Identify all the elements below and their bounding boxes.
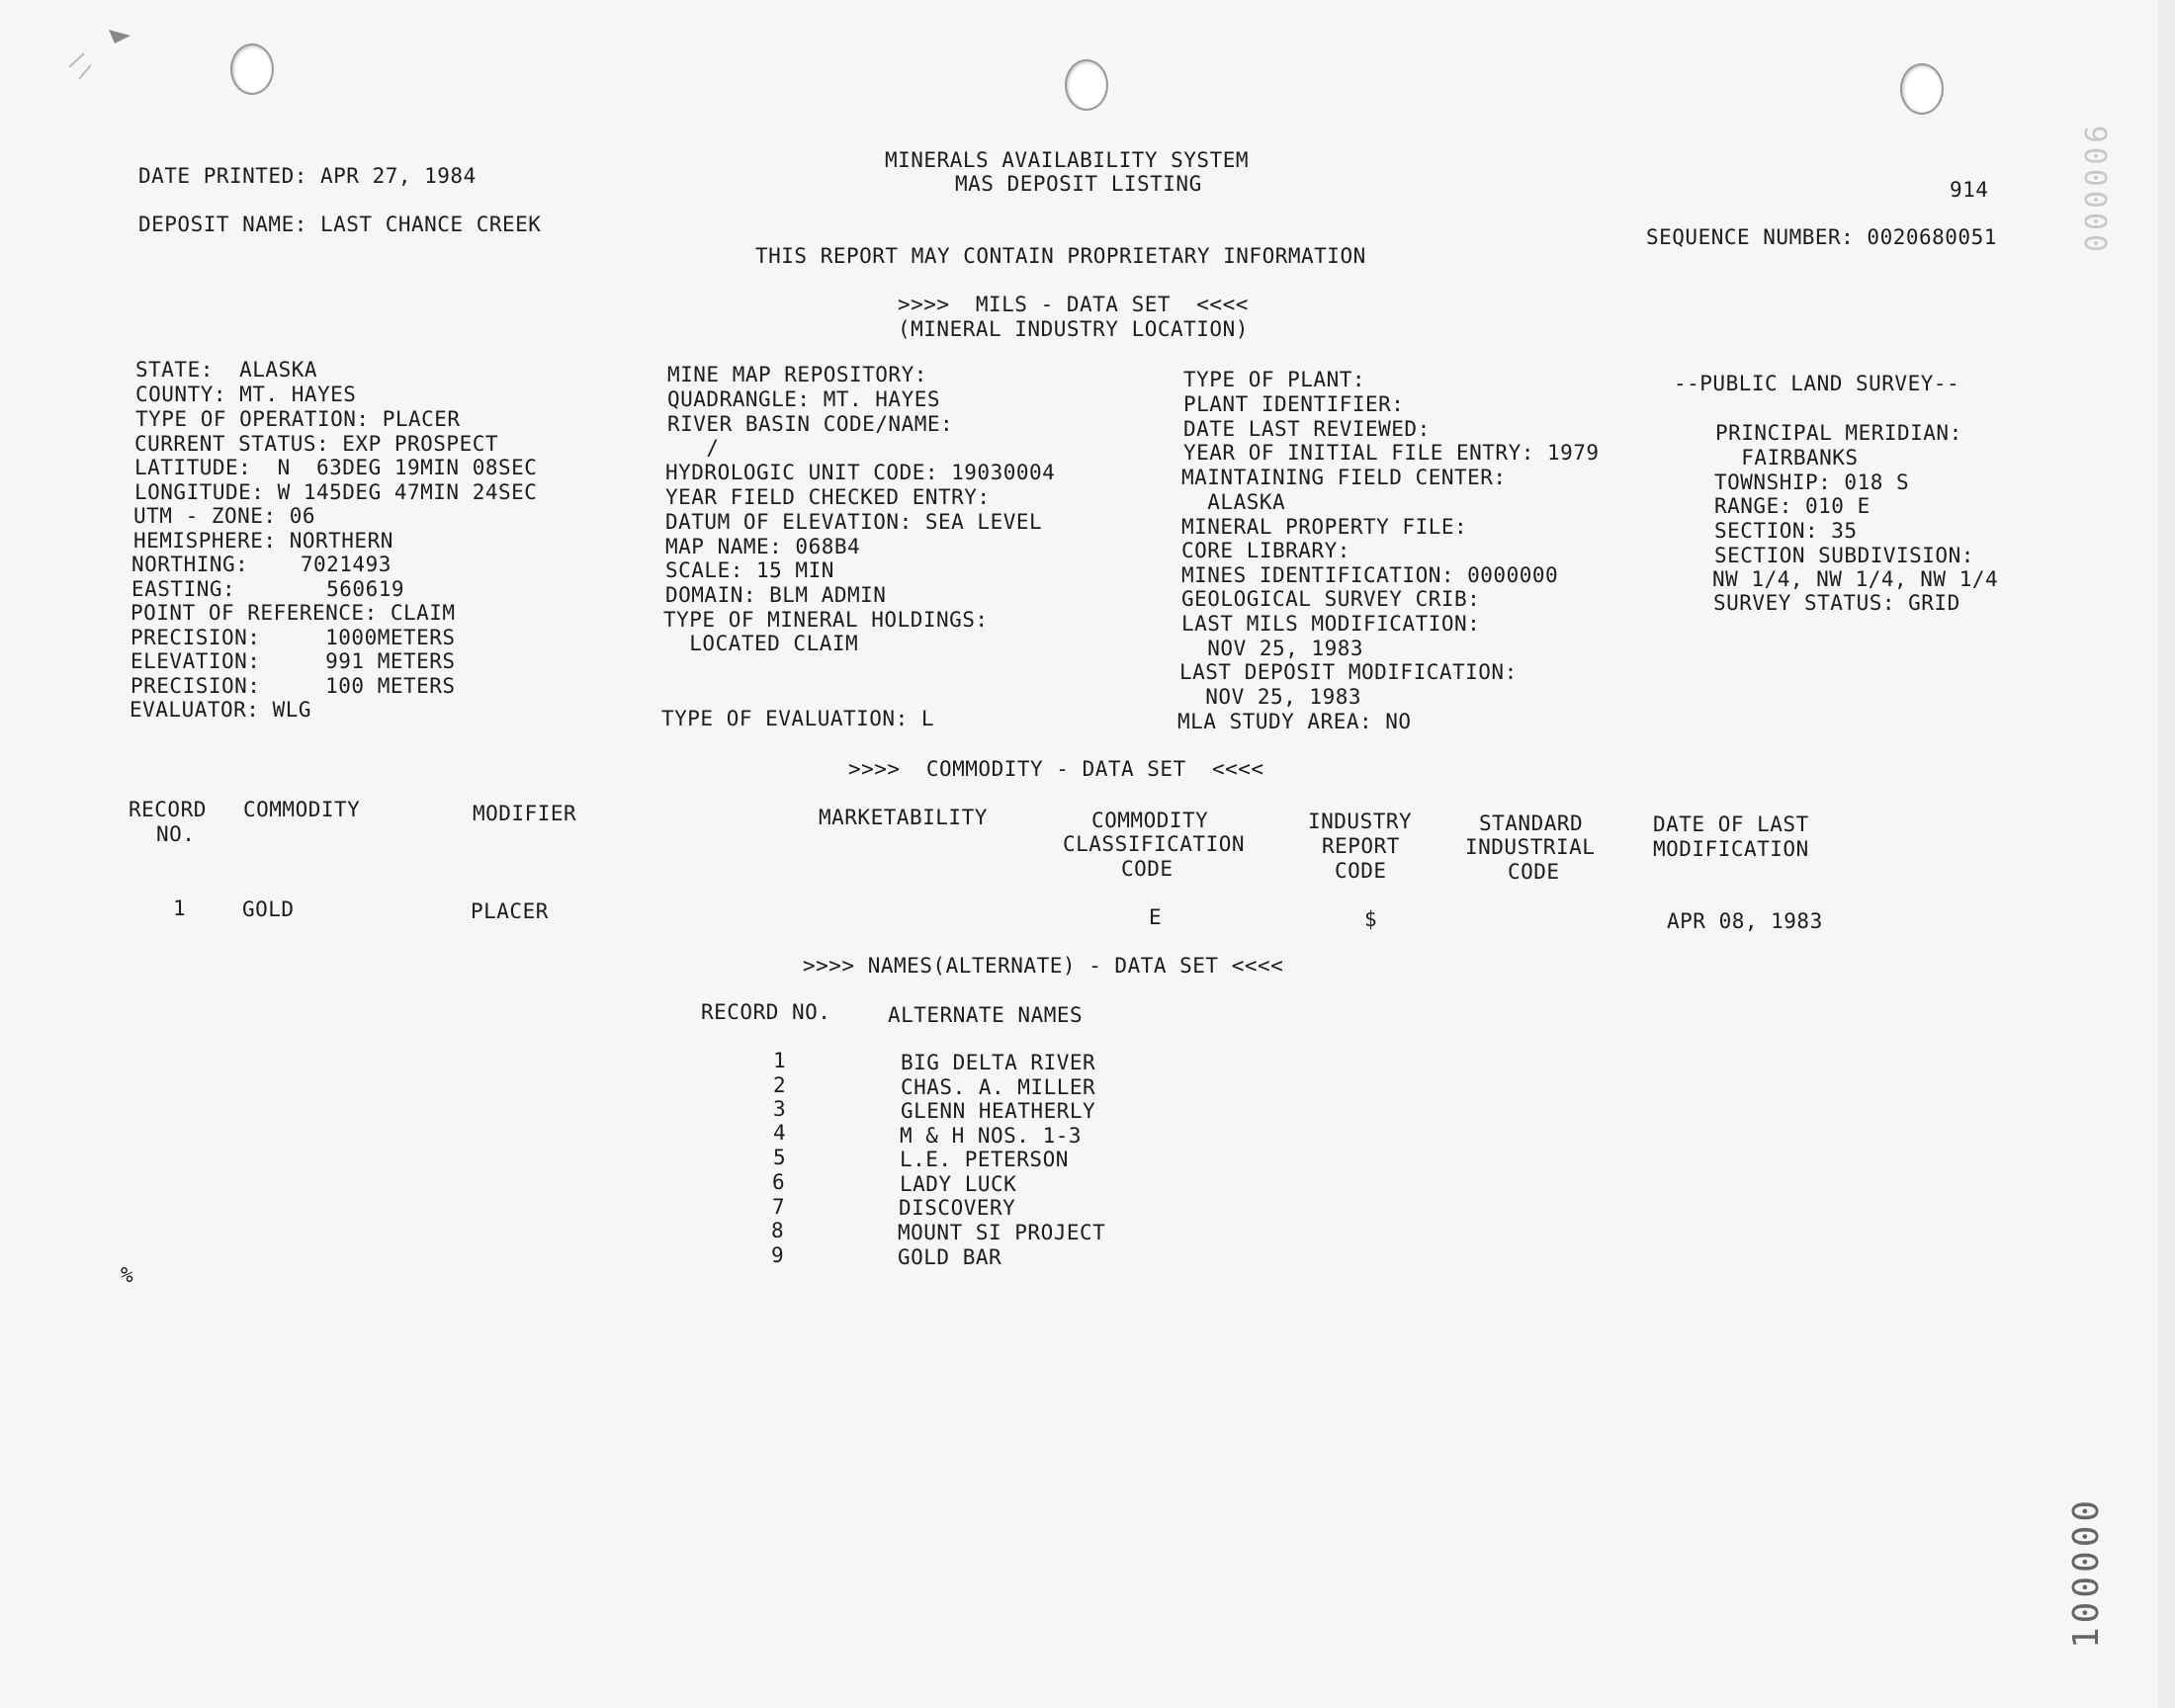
mils-subheading: (MINERAL INDUSTRY LOCATION) [898,317,1249,341]
field-line: NOV 25, 1983 [1181,637,1364,660]
commodity-heading: >>>> COMMODITY - DATA SET <<<< [848,757,1264,781]
field-line: SCALE: 15 MIN [665,558,834,582]
col-header-no: NO. [156,822,196,846]
cell-industry-code: $ [1364,907,1378,931]
col-header-standard-1: STANDARD [1479,811,1584,835]
list-item-name: GLENN HEATHERLY [901,1099,1096,1123]
list-item-name: BIG DELTA RIVER [901,1051,1096,1074]
field-line: YEAR OF INITIAL FILE ENTRY: 1979 [1183,441,1600,465]
field-line: PRECISION: 1000METERS [130,626,456,649]
field-line: ALASKA [1181,490,1286,514]
field-line: HYDROLOGIC UNIT CODE: 19030004 [665,461,1056,484]
field-line: RIVER BASIN CODE/NAME: [667,412,954,436]
names-heading: >>>> NAMES(ALTERNATE) - DATA SET <<<< [803,954,1284,978]
field-line: TOWNSHIP: 018 S [1714,470,1910,494]
list-item-no: 9 [771,1243,785,1267]
field-line: YEAR FIELD CHECKED ENTRY: [665,485,991,509]
public-land-survey-title: --PUBLIC LAND SURVEY-- [1674,372,1960,395]
col-header-record: RECORD [129,798,207,821]
field-line: LOCATED CLAIM [663,632,859,655]
list-item-name: L.E. PETERSON [900,1148,1069,1171]
punch-hole-center [1065,59,1108,111]
list-item-no: 5 [773,1146,787,1169]
col-header-industry-1: INDUSTRY [1308,810,1413,833]
field-line: DATE LAST REVIEWED: [1183,417,1431,441]
mils-heading: >>>> MILS - DATA SET <<<< [898,293,1249,316]
col-header-commodity: COMMODITY [243,798,361,821]
deposit-name: DEPOSIT NAME: LAST CHANCE CREEK [138,213,542,236]
list-item-no: 8 [771,1219,785,1242]
list-item-no: 7 [772,1195,786,1219]
cell-date: APR 08, 1983 [1667,909,1823,933]
field-line: TYPE OF OPERATION: PLACER [135,407,461,431]
percent-mark: % [121,1263,134,1287]
field-line: EVALUATOR: WLG [130,698,312,722]
cell-modifier: PLACER [471,899,549,923]
field-line: MINE MAP REPOSITORY: [667,363,927,386]
field-line: MAP NAME: 068B4 [665,535,861,558]
field-line: PRINCIPAL MERIDIAN: [1715,421,1962,445]
col-header-alternate-names: ALTERNATE NAMES [888,1003,1084,1027]
field-line: FAIRBANKS [1715,446,1859,470]
field-line: / [667,436,720,460]
field-line: NW 1/4, NW 1/4, NW 1/4 [1712,567,1999,591]
col-header-marketability: MARKETABILITY [819,806,988,829]
field-line: QUADRANGLE: MT. HAYES [667,387,941,411]
punch-hole-right [1900,63,1944,115]
col-header-class-3: CODE [1121,857,1174,881]
field-line: MINERAL PROPERTY FILE: [1181,515,1468,539]
punch-hole-left [230,43,274,95]
field-line: MINES IDENTIFICATION: 0000000 [1181,563,1559,587]
col-header-modifier: MODIFIER [473,802,577,825]
list-item-no: 1 [773,1049,787,1072]
list-item-name: DISCOVERY [899,1196,1016,1220]
proprietary-notice: THIS REPORT MAY CONTAIN PROPRIETARY INFORMATION [755,244,1366,268]
corner-mark-icon [40,18,138,97]
field-line: DATUM OF ELEVATION: SEA LEVEL [665,510,1043,534]
field-line: UTM - ZONE: 06 [133,504,316,528]
cell-commodity: GOLD [242,897,295,921]
field-line: TYPE OF PLANT: [1183,368,1366,391]
type-of-evaluation: TYPE OF EVALUATION: L [661,707,935,730]
col-header-industry-2: REPORT [1322,834,1400,858]
edge-stamp: 100000 [2066,1495,2107,1649]
field-line: DOMAIN: BLM ADMIN [665,583,887,607]
system-title: MINERALS AVAILABILITY SYSTEM [885,148,1250,172]
col-header-industry-3: CODE [1335,859,1387,883]
field-line: PRECISION: 100 METERS [130,674,456,698]
col-header-standard-2: INDUSTRIAL [1465,835,1596,859]
page-number: 914 [1950,178,1989,202]
col-header-date-1: DATE OF LAST [1653,812,1809,836]
field-line: EASTING: 560619 [131,577,405,601]
list-item-no: 6 [772,1170,786,1194]
field-line: LONGITUDE: W 145DEG 47MIN 24SEC [134,480,538,504]
list-item-name: M & H NOS. 1-3 [900,1124,1083,1148]
field-line: TYPE OF MINERAL HOLDINGS: [663,608,989,632]
list-item-name: CHAS. A. MILLER [901,1075,1096,1099]
field-line: CORE LIBRARY: [1181,539,1350,562]
field-line: MLA STUDY AREA: NO [1177,710,1412,733]
field-line: NOV 25, 1983 [1179,685,1362,709]
cell-record: 1 [173,897,187,920]
listing-title: MAS DEPOSIT LISTING [955,172,1202,196]
col-header-class-2: CLASSIFICATION [1063,832,1246,856]
col-header-standard-3: CODE [1508,860,1560,884]
field-line: ELEVATION: 991 METERS [130,649,456,673]
field-line: HEMISPHERE: NORTHERN [133,529,393,553]
field-line: SECTION: 35 [1714,519,1858,543]
date-printed: DATE PRINTED: APR 27, 1984 [138,164,477,188]
field-line: POINT OF REFERENCE: CLAIM [130,601,456,625]
field-line: COUNTY: MT. HAYES [135,383,357,406]
list-item-name: LADY LUCK [900,1172,1017,1196]
sequence-number: SEQUENCE NUMBER: 0020680051 [1646,225,1997,249]
field-line: LATITUDE: N 63DEG 19MIN 08SEC [134,456,538,479]
col-header-date-2: MODIFICATION [1653,837,1809,861]
list-item-no: 3 [773,1097,787,1121]
field-line: MAINTAINING FIELD CENTER: [1181,466,1507,489]
field-line: NORTHING: 7021493 [131,553,392,576]
list-item-name: MOUNT SI PROJECT [898,1221,1106,1244]
col-header-record-no: RECORD NO. [701,1000,831,1024]
field-line: SURVEY STATUS: GRID [1713,591,1960,615]
page-edge [2158,0,2175,1708]
field-line: RANGE: 010 E [1714,494,1870,518]
field-line: LAST DEPOSIT MODIFICATION: [1179,660,1518,684]
field-line: STATE: ALASKA [135,358,318,382]
list-item-no: 2 [773,1073,787,1097]
field-line: LAST MILS MODIFICATION: [1181,612,1481,636]
cell-class-code: E [1149,905,1163,929]
field-line: CURRENT STATUS: EXP PROSPECT [134,432,499,456]
field-line: PLANT IDENTIFIER: [1183,392,1405,416]
edge-stamp-top: 000006 [2080,121,2115,252]
list-item-name: GOLD BAR [898,1245,1002,1269]
list-item-no: 4 [773,1121,787,1145]
field-line: SECTION SUBDIVISION: [1714,544,1974,567]
field-line: GEOLOGICAL SURVEY CRIB: [1181,587,1481,611]
col-header-class-1: COMMODITY [1091,809,1209,832]
